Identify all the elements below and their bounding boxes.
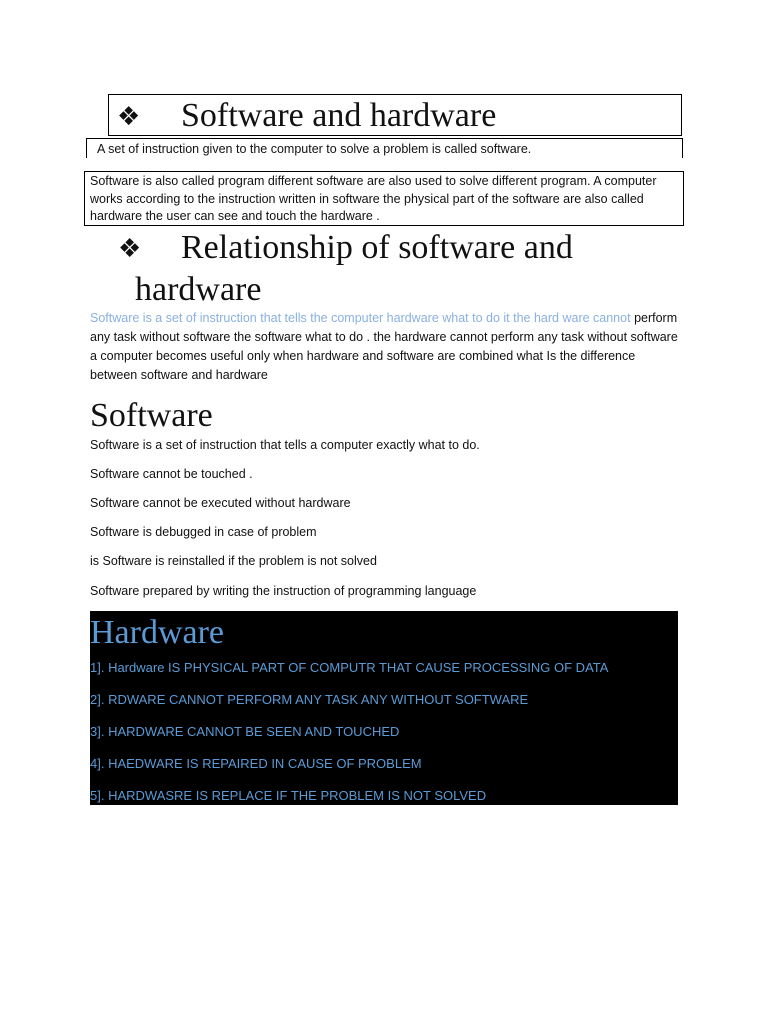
relationship-heading-line1: Relationship of software and <box>181 229 573 266</box>
definition-box <box>86 138 683 158</box>
relationship-paragraph-faded: Software is a set of instruction that tells the computer hardware what to do it the hard ware cannot <box>90 311 631 325</box>
hardware-item: 1]. Hardware IS PHYSICAL PART OF COMPUTR THAT CAUSE PROCESSING OF DATA <box>90 660 609 675</box>
relationship-paragraph-rest: perform any task without software the software what to do . the hardware cannot perform any task without software a computer becomes useful only when hardware and software are combined what Is the difference between software and hardware <box>90 311 678 382</box>
diamond-bullet-icon: ❖ <box>118 234 142 263</box>
title-box <box>108 94 682 136</box>
software-item: Software is debugged in case of problem <box>90 525 317 539</box>
relationship-heading-line2: hardware <box>135 271 262 308</box>
software-heading: Software <box>90 397 213 434</box>
hardware-heading: Hardware <box>90 614 225 651</box>
hardware-item: 5]. HARDWASRE IS REPLACE IF THE PROBLEM IS NOT SOLVED <box>90 788 487 803</box>
hardware-item: 3]. HARDWARE CANNOT BE SEEN AND TOUCHED <box>90 724 400 739</box>
software-item: Software prepared by writing the instruction of programming language <box>90 584 477 598</box>
program-box: Software is also called program different software are also used to solve different program. A computer works according to the instruction written in software the physical part of the software are also called hardware the user can see and touch the hardware . <box>84 171 684 226</box>
software-item: Software cannot be executed without hardware <box>90 496 351 510</box>
software-definition: A set of instruction given to the computer to solve a problem is called software. <box>97 142 532 156</box>
hardware-item: 2]. RDWARE CANNOT PERFORM ANY TASK ANY WITHOUT SOFTWARE <box>90 692 529 707</box>
hardware-panel <box>90 611 678 805</box>
diamond-bullet-icon: ❖ <box>117 101 141 131</box>
page-title: Software and hardware <box>181 97 497 134</box>
relationship-paragraph <box>90 309 680 385</box>
software-item: Software cannot be touched . <box>90 467 253 481</box>
software-item: is Software is reinstalled if the problem is not solved <box>90 554 377 568</box>
hardware-item: 4]. HAEDWARE IS REPAIRED IN CAUSE OF PROBLEM <box>90 756 422 771</box>
software-item: Software is a set of instruction that tells a computer exactly what to do. <box>90 438 480 452</box>
